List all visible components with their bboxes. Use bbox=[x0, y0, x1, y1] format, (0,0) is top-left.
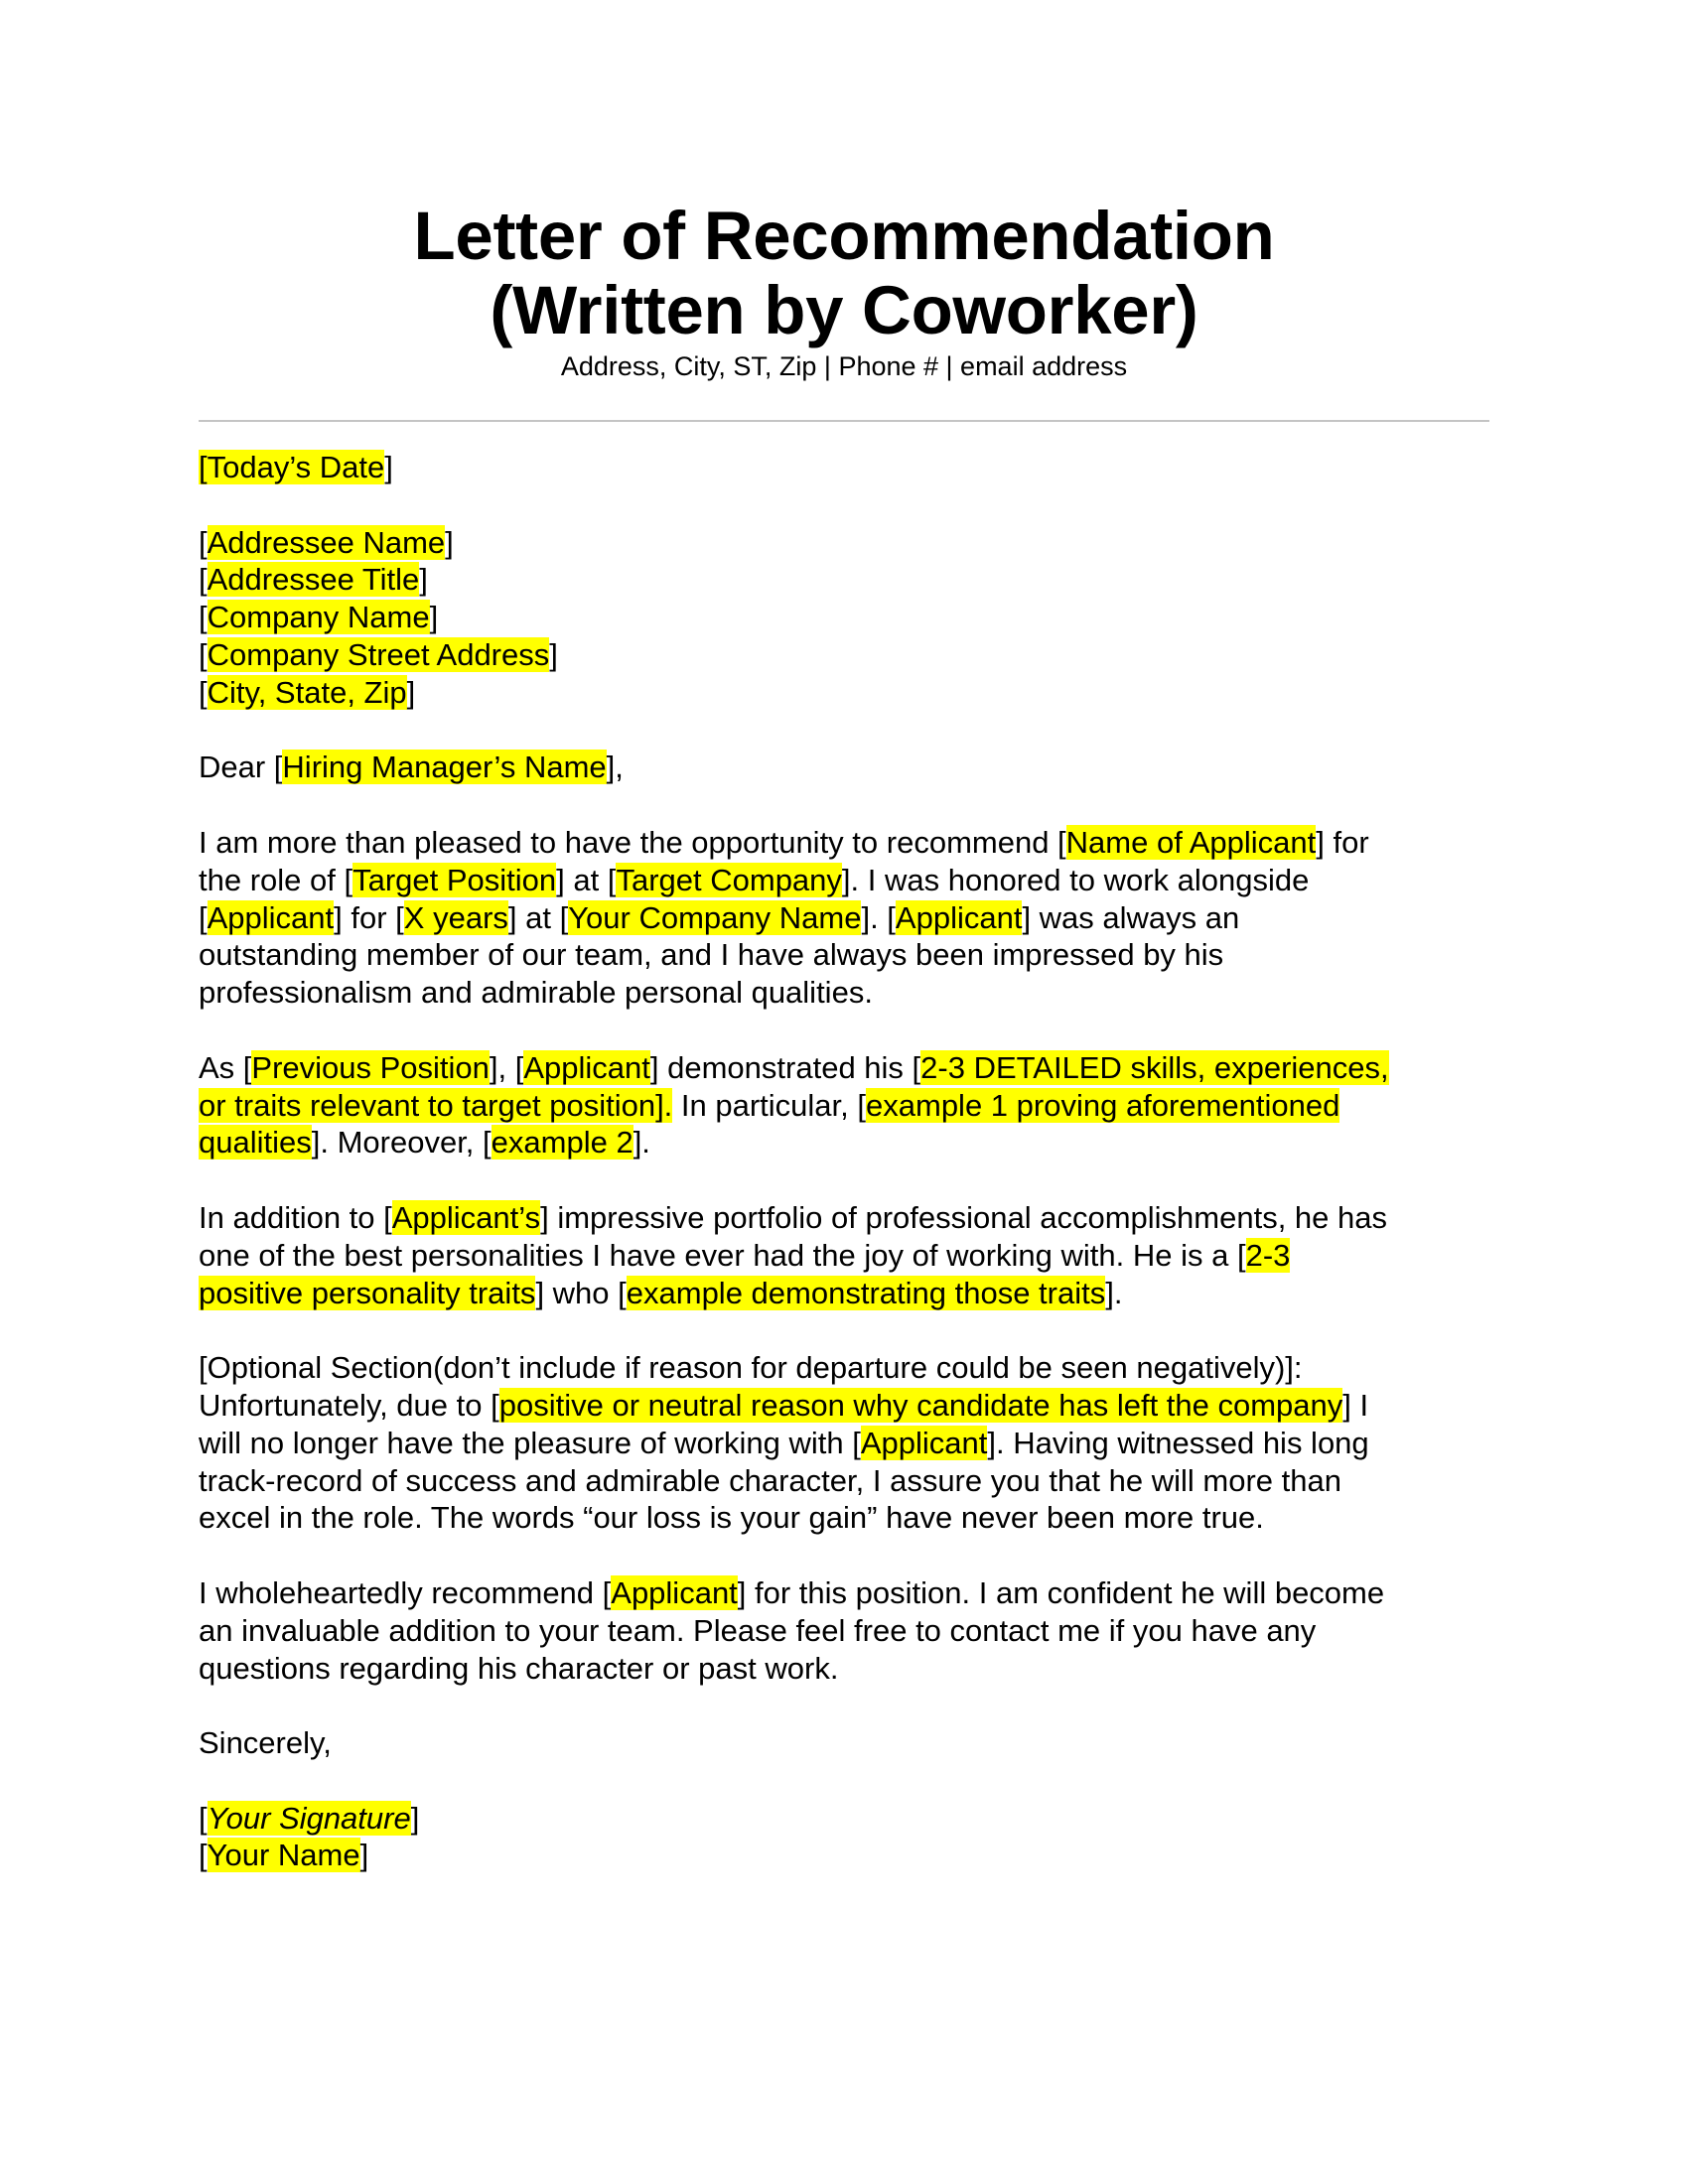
text-segment: [ bbox=[199, 1800, 208, 1836]
placeholder-highlight: Target Company bbox=[616, 862, 842, 897]
text-segment: Unfortunately, due to [ bbox=[199, 1387, 499, 1423]
text-segment: [Optional Section(don’t include if reason for departure could be seen negatively)]: bbox=[199, 1350, 1303, 1386]
text-segment: ] impressive portfolio of professional accomplishments, he has bbox=[540, 1199, 1388, 1235]
text-segment: ] I bbox=[1342, 1387, 1369, 1423]
text-line bbox=[199, 1199, 1509, 1237]
placeholder-highlight: example 2 bbox=[491, 1125, 633, 1160]
placeholder-highlight: Your Company Name bbox=[568, 899, 862, 935]
placeholder-highlight: Applicant bbox=[523, 1049, 650, 1085]
text-line bbox=[199, 1499, 1509, 1537]
text-line bbox=[199, 1837, 1509, 1874]
text-segment: track-record of success and admirable character, I assure you that he will more than bbox=[199, 1462, 1341, 1498]
text-segment: ]. I was honored to work alongside bbox=[841, 862, 1310, 897]
text-segment: [ bbox=[199, 562, 208, 598]
text-line bbox=[199, 636, 1509, 674]
text-segment: will no longer have the pleasure of working with [ bbox=[199, 1425, 861, 1460]
text-line bbox=[199, 1387, 1509, 1425]
text-line bbox=[199, 1237, 1509, 1275]
text-line bbox=[199, 1462, 1509, 1500]
text-segment: ] for [ bbox=[334, 899, 404, 935]
closing-paragraph bbox=[199, 1574, 1509, 1687]
letter-body bbox=[199, 449, 1509, 1912]
placeholder-highlight: qualities bbox=[199, 1125, 312, 1160]
placeholder-highlight: Applicant bbox=[895, 899, 1023, 935]
text-segment: ] was always an bbox=[1022, 899, 1240, 935]
text-segment: ] bbox=[406, 674, 416, 710]
text-segment: [ bbox=[199, 1838, 208, 1873]
text-segment: ] bbox=[359, 1838, 369, 1873]
text-segment: As [ bbox=[199, 1049, 252, 1085]
text-line bbox=[199, 1349, 1509, 1387]
placeholder-highlight: 2-3 DETAILED skills, experiences, bbox=[920, 1049, 1389, 1085]
text-segment: [ bbox=[199, 636, 208, 672]
text-segment: ] at [ bbox=[556, 862, 617, 897]
text-line bbox=[199, 899, 1509, 937]
text-segment: In particular, [ bbox=[672, 1087, 867, 1123]
text-line bbox=[199, 1049, 1509, 1087]
text-line bbox=[199, 599, 1509, 636]
text-line bbox=[199, 561, 1509, 599]
placeholder-highlight: Hiring Manager’s Name bbox=[282, 750, 607, 785]
text-line bbox=[199, 749, 1509, 786]
placeholder-highlight: Target Position bbox=[352, 862, 557, 897]
text-segment: In addition to [ bbox=[199, 1199, 392, 1235]
text-segment: an invaluable addition to your team. Please feel free to contact me if you have any bbox=[199, 1612, 1317, 1648]
text-segment: outstanding member of our team, and I have always been impressed by his bbox=[199, 937, 1224, 973]
text-line bbox=[199, 1800, 1509, 1838]
placeholder-highlight: X years bbox=[403, 899, 508, 935]
placeholder-highlight: or traits relevant to target position]. bbox=[199, 1087, 673, 1123]
text-line bbox=[199, 1425, 1509, 1462]
placeholder-highlight: Applicant’s bbox=[391, 1199, 541, 1235]
text-segment: [ bbox=[199, 899, 208, 935]
text-segment: ] at [ bbox=[507, 899, 569, 935]
text-segment: ] bbox=[419, 562, 428, 598]
text-segment: the role of [ bbox=[199, 862, 353, 897]
text-segment: ] bbox=[445, 524, 454, 560]
text-segment: I wholeheartedly recommend [ bbox=[199, 1574, 612, 1610]
placeholder-highlight: Your Name bbox=[207, 1838, 360, 1873]
text-segment: ] demonstrated his [ bbox=[649, 1049, 921, 1085]
sign-off bbox=[199, 1724, 1509, 1762]
text-segment: ]. Moreover, [ bbox=[311, 1125, 492, 1160]
text-segment: ] bbox=[410, 1800, 420, 1836]
placeholder-highlight: Previous Position bbox=[251, 1049, 490, 1085]
text-line bbox=[199, 674, 1509, 712]
placeholder-highlight: Applicant bbox=[207, 899, 335, 935]
text-segment: ] bbox=[429, 600, 439, 635]
placeholder-highlight: Addressee Title bbox=[207, 562, 420, 598]
text-segment: ], [ bbox=[489, 1049, 524, 1085]
text-segment: I am more than pleased to have the opportunity to recommend [ bbox=[199, 824, 1066, 860]
contact-line: Address, City, ST, Zip | Phone # | email address bbox=[560, 351, 1128, 381]
text-segment: one of the best personalities I have ever had the joy of working with. He is a [ bbox=[199, 1237, 1246, 1273]
text-line bbox=[199, 824, 1509, 862]
text-segment: [ bbox=[199, 600, 208, 635]
placeholder-highlight: Company Street Address bbox=[207, 636, 550, 672]
text-segment: professionalism and admirable personal qualities. bbox=[199, 975, 873, 1011]
text-line bbox=[199, 862, 1509, 899]
placeholder-highlight: Name of Applicant bbox=[1065, 824, 1317, 860]
date bbox=[199, 449, 1509, 486]
text-segment: ], bbox=[606, 750, 624, 785]
intro-paragraph bbox=[199, 824, 1509, 1012]
placeholder-highlight: Applicant bbox=[611, 1574, 738, 1610]
text-segment: [ bbox=[199, 674, 208, 710]
placeholder-highlight: Addressee Name bbox=[207, 524, 446, 560]
skills-paragraph bbox=[199, 1049, 1509, 1161]
text-line bbox=[199, 524, 1509, 562]
signature-block bbox=[199, 1800, 1509, 1875]
placeholder-highlight: example demonstrating those traits bbox=[626, 1275, 1106, 1310]
text-line bbox=[199, 1612, 1509, 1650]
text-segment: questions regarding his character or past work. bbox=[199, 1650, 839, 1686]
text-segment: ]. Having witnessed his long bbox=[987, 1425, 1369, 1460]
placeholder-highlight: Your Signature bbox=[207, 1800, 411, 1836]
text-segment: ] for bbox=[1316, 824, 1369, 860]
placeholder-highlight: Applicant bbox=[860, 1425, 988, 1460]
text-segment: ] for this position. I am confident he will become bbox=[737, 1574, 1385, 1610]
text-segment: ] bbox=[549, 636, 558, 672]
text-segment: ] bbox=[384, 450, 393, 484]
text-segment: ]. [ bbox=[861, 899, 896, 935]
text-line bbox=[199, 1087, 1509, 1125]
placeholder-highlight: City, State, Zip bbox=[207, 674, 407, 710]
placeholder-highlight: 2-3 bbox=[1245, 1237, 1291, 1273]
page-title bbox=[0, 199, 1688, 347]
placeholder-highlight: Company Name bbox=[207, 600, 430, 635]
text-segment: ] who [ bbox=[535, 1275, 627, 1310]
placeholder-highlight: positive personality traits bbox=[199, 1275, 536, 1310]
optional-paragraph bbox=[199, 1349, 1509, 1537]
text-line bbox=[199, 974, 1509, 1012]
recipient-address bbox=[199, 524, 1509, 712]
title-line-2: (Written by Coworker) bbox=[490, 272, 1198, 348]
placeholder-highlight: example 1 proving aforementioned bbox=[866, 1087, 1340, 1123]
text-segment: Sincerely, bbox=[199, 1725, 332, 1761]
placeholder-highlight: [Today’s Date bbox=[199, 450, 385, 484]
text-line bbox=[199, 1124, 1509, 1161]
title-line-1: Letter of Recommendation bbox=[413, 198, 1275, 274]
salutation bbox=[199, 749, 1509, 786]
text-line bbox=[199, 1574, 1509, 1612]
text-segment: [ bbox=[199, 524, 208, 560]
text-line bbox=[199, 449, 1509, 486]
text-line bbox=[199, 1650, 1509, 1688]
text-line bbox=[199, 936, 1509, 974]
text-segment: Dear [ bbox=[199, 750, 283, 785]
placeholder-highlight: positive or neutral reason why candidate has left the company bbox=[498, 1387, 1343, 1423]
text-segment: excel in the role. The words “our loss is your gain” have never been more true. bbox=[199, 1500, 1264, 1536]
text-segment: ]. bbox=[633, 1125, 650, 1160]
personality-paragraph bbox=[199, 1199, 1509, 1311]
text-segment: ]. bbox=[1105, 1275, 1123, 1310]
header-divider bbox=[199, 420, 1489, 422]
text-line bbox=[199, 1275, 1509, 1312]
text-line bbox=[199, 1724, 1509, 1762]
